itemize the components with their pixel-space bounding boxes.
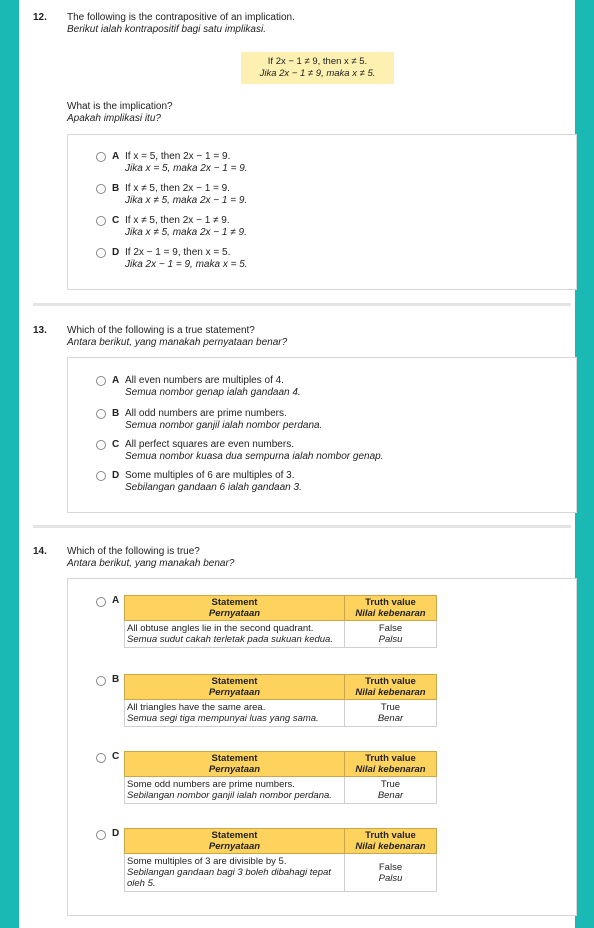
option-letter: B — [112, 674, 120, 685]
option-text — [125, 439, 384, 463]
given-ms: Jika 2x − 1 ≠ 9, maka x ≠ 5. — [259, 68, 376, 79]
worksheet-page — [19, 0, 575, 928]
option-letter: B — [112, 183, 120, 194]
option-letter: C — [112, 439, 120, 450]
header-truth-value: Truth value Nilai kebenaran — [345, 829, 437, 854]
option-a[interactable] — [96, 595, 437, 648]
option-c[interactable] — [96, 215, 247, 239]
question-number: 13. — [33, 325, 47, 336]
option-d[interactable] — [96, 247, 248, 271]
option-ms: Jika x ≠ 5, maka 2x − 1 = 9. — [125, 195, 248, 206]
header-truth-value: Truth value Nilai kebenaran — [345, 752, 437, 777]
left-teal-border — [0, 0, 19, 928]
truth-value-cell: False Palsu — [345, 621, 437, 648]
prompt-ms: Antara berikut, yang manakah benar? — [67, 558, 235, 569]
question-12 — [19, 0, 575, 300]
right-teal-border — [575, 0, 594, 928]
option-ms: Jika x ≠ 5, maka 2x − 1 ≠ 9. — [125, 227, 247, 238]
statement-cell: Some multiples of 3 are divisible by 5. Sebilangan gandaan bagi 3 boleh dibahagi tepat oleh 5. — [125, 854, 345, 892]
radio-button[interactable] — [96, 184, 106, 194]
radio-button[interactable] — [96, 676, 106, 686]
option-en: If 2x − 1 = 9, then x = 5. — [125, 247, 231, 258]
option-letter: C — [112, 751, 120, 762]
truth-value-cell: False Palsu — [345, 854, 437, 892]
statement-cell: Some odd numbers are prime numbers. Sebilangan nombor ganjil ialah nombor perdana. — [125, 777, 345, 804]
option-en: If x = 5, then 2x − 1 = 9. — [125, 151, 231, 162]
truth-value-cell: True Benar — [345, 777, 437, 804]
option-letter: A — [112, 151, 120, 162]
radio-button[interactable] — [96, 152, 106, 162]
radio-button[interactable] — [96, 440, 106, 450]
prompt-ms: Antara berikut, yang manakah pernyataan benar? — [67, 337, 288, 348]
option-en: If x ≠ 5, then 2x − 1 ≠ 9. — [125, 215, 230, 226]
prompt-en: The following is the contrapositive of an implication. — [67, 12, 295, 23]
option-d[interactable] — [96, 828, 437, 892]
option-text — [125, 215, 247, 239]
option-a[interactable] — [96, 375, 301, 399]
truth-table — [124, 751, 437, 804]
radio-button[interactable] — [96, 409, 106, 419]
truth-value-cell: True Benar — [345, 700, 437, 727]
option-text — [125, 151, 248, 175]
option-ms: Sebilangan gandaan 6 ialah gandaan 3. — [125, 482, 302, 493]
option-letter: B — [112, 408, 120, 419]
option-en: All perfect squares are even numbers. — [125, 439, 294, 450]
header-statement: Statement Pernyataan — [125, 752, 345, 777]
truth-table — [124, 674, 437, 727]
option-ms: Semua nombor kuasa dua sempurna ialah nombor genap. — [125, 451, 384, 462]
radio-button[interactable] — [96, 471, 106, 481]
option-text — [125, 183, 247, 207]
question-ask — [67, 101, 173, 125]
option-c[interactable] — [96, 751, 437, 804]
option-a[interactable] — [96, 151, 248, 175]
option-b[interactable] — [96, 674, 437, 727]
ask-en: What is the implication? — [67, 101, 173, 112]
question-number: 14. — [33, 546, 47, 557]
question-prompt — [67, 325, 287, 349]
option-text — [125, 247, 248, 271]
option-letter: D — [112, 247, 120, 258]
header-truth-value: Truth value Nilai kebenaran — [345, 596, 437, 621]
option-letter: A — [112, 375, 120, 386]
option-letter: D — [112, 470, 120, 481]
radio-button[interactable] — [96, 216, 106, 226]
question-prompt — [67, 12, 295, 36]
option-b[interactable] — [96, 183, 247, 207]
ask-ms: Apakah implikasi itu? — [67, 113, 161, 124]
option-text — [125, 470, 302, 494]
option-en: Some multiples of 6 are multiples of 3. — [125, 470, 295, 481]
option-en: If x ≠ 5, then 2x − 1 = 9. — [125, 183, 230, 194]
option-en: All odd numbers are prime numbers. — [125, 408, 287, 419]
answer-options-box — [67, 578, 577, 916]
radio-button[interactable] — [96, 830, 106, 840]
prompt-en: Which of the following is true? — [67, 546, 200, 557]
radio-button[interactable] — [96, 597, 106, 607]
truth-table — [124, 595, 437, 648]
option-letter: D — [112, 828, 120, 839]
truth-table — [124, 828, 437, 892]
header-statement: Statement Pernyataan — [125, 829, 345, 854]
header-statement: Statement Pernyataan — [125, 596, 345, 621]
header-truth-value: Truth value Nilai kebenaran — [345, 675, 437, 700]
prompt-ms: Berikut ialah kontrapositif bagi satu implikasi. — [67, 24, 266, 35]
statement-cell: All obtuse angles lie in the second quadrant. Semua sudut cakah terletak pada sukuan kedua. — [125, 621, 345, 648]
given-en: If 2x − 1 ≠ 9, then x ≠ 5. — [267, 56, 368, 67]
section-divider — [33, 525, 571, 528]
option-d[interactable] — [96, 470, 302, 494]
option-text — [125, 375, 301, 399]
answer-options-box — [67, 357, 577, 513]
option-letter: A — [112, 595, 120, 606]
radio-button[interactable] — [96, 248, 106, 258]
prompt-en: Which of the following is a true statement? — [67, 325, 255, 336]
question-prompt — [67, 546, 234, 570]
question-number: 12. — [33, 12, 47, 23]
option-en: All even numbers are multiples of 4. — [125, 375, 284, 386]
given-contrapositive — [241, 52, 394, 84]
radio-button[interactable] — [96, 376, 106, 386]
header-statement: Statement Pernyataan — [125, 675, 345, 700]
answer-options-box — [67, 134, 577, 290]
option-b[interactable] — [96, 408, 322, 432]
statement-cell: All triangles have the same area. Semua segi tiga mempunyai luas yang sama. — [125, 700, 345, 727]
option-letter: C — [112, 215, 120, 226]
option-ms: Semua nombor ganjil ialah nombor perdana. — [125, 420, 323, 431]
section-divider — [33, 303, 571, 306]
option-text — [125, 408, 322, 432]
option-ms: Jika x = 5, maka 2x − 1 = 9. — [125, 163, 248, 174]
option-ms: Jika 2x − 1 = 9, maka x = 5. — [125, 259, 248, 270]
option-ms: Semua nombor genap ialah gandaan 4. — [125, 387, 301, 398]
option-c[interactable] — [96, 439, 384, 463]
radio-button[interactable] — [96, 753, 106, 763]
